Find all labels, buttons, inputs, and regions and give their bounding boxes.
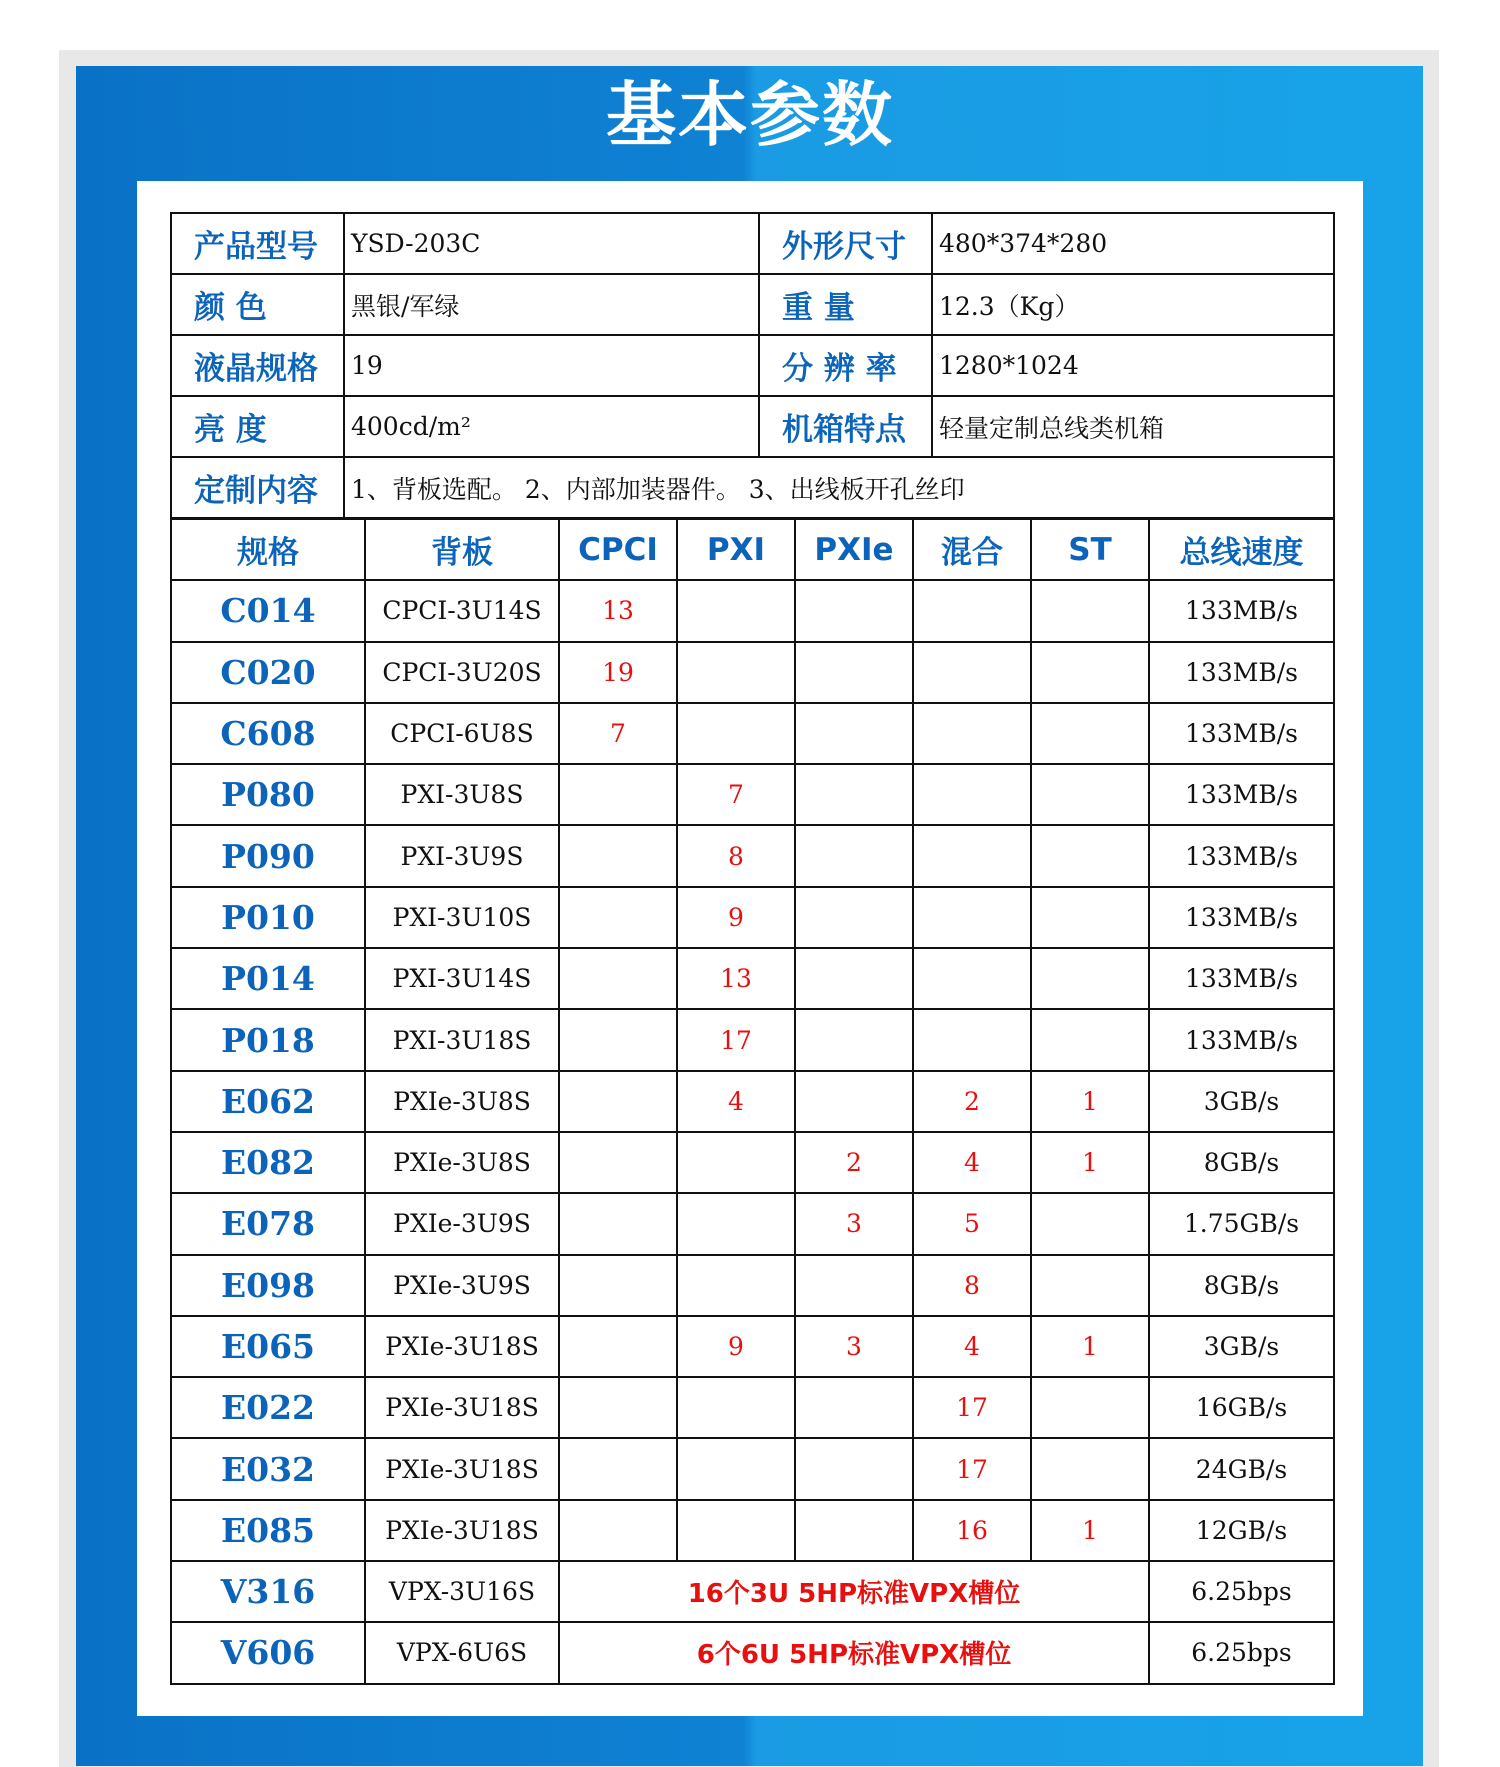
backplane-cell: PXIe-3U8S bbox=[365, 1071, 559, 1132]
table-row bbox=[171, 1377, 1334, 1438]
backplane-cell: CPCI-3U20S bbox=[365, 642, 559, 703]
st-slot-cell bbox=[1031, 642, 1149, 703]
model-cell: E098 bbox=[171, 1255, 365, 1316]
bus-speed-cell: 12GB/s bbox=[1149, 1500, 1334, 1561]
table-row bbox=[171, 703, 1334, 764]
custom-label: 定制内容 bbox=[171, 457, 344, 518]
pxi-slot-cell bbox=[677, 703, 795, 764]
pxie-slot-cell bbox=[795, 825, 913, 886]
bus-speed-cell: 133MB/s bbox=[1149, 1009, 1334, 1070]
pxi-slot-cell: 9 bbox=[677, 887, 795, 948]
backplane-cell: VPX-3U16S bbox=[365, 1561, 559, 1622]
cpci-slot-cell bbox=[559, 1132, 677, 1193]
info-label: 机箱特点 bbox=[759, 396, 932, 457]
model-cell: E065 bbox=[171, 1316, 365, 1377]
model-cell: C608 bbox=[171, 703, 365, 764]
pxie-slot-cell bbox=[795, 764, 913, 825]
bus-speed-cell: 3GB/s bbox=[1149, 1316, 1334, 1377]
mixed-slot-cell bbox=[913, 948, 1031, 1009]
backplane-cell: PXI-3U14S bbox=[365, 948, 559, 1009]
cpci-slot-cell bbox=[559, 1071, 677, 1132]
backplane-cell: VPX-6U6S bbox=[365, 1622, 559, 1683]
column-header: PXI bbox=[677, 519, 795, 580]
bus-speed-cell: 8GB/s bbox=[1149, 1132, 1334, 1193]
st-slot-cell bbox=[1031, 1377, 1149, 1438]
model-cell: C014 bbox=[171, 580, 365, 641]
table-row bbox=[171, 1009, 1334, 1070]
st-slot-cell: 1 bbox=[1031, 1500, 1149, 1561]
pxie-slot-cell bbox=[795, 1438, 913, 1499]
column-header: 混合 bbox=[913, 519, 1031, 580]
info-label: 亮 度 bbox=[171, 396, 344, 457]
mixed-slot-cell bbox=[913, 1009, 1031, 1070]
table-row bbox=[171, 580, 1334, 641]
pxi-slot-cell: 8 bbox=[677, 825, 795, 886]
bus-speed-cell: 133MB/s bbox=[1149, 887, 1334, 948]
info-label: 重 量 bbox=[759, 274, 932, 335]
mixed-slot-cell: 17 bbox=[913, 1438, 1031, 1499]
table-row-vpx bbox=[171, 1561, 1334, 1622]
info-table bbox=[170, 212, 1335, 519]
backplane-cell: PXIe-3U8S bbox=[365, 1132, 559, 1193]
pxie-slot-cell bbox=[795, 1009, 913, 1070]
mixed-slot-cell: 8 bbox=[913, 1255, 1031, 1316]
cpci-slot-cell: 13 bbox=[559, 580, 677, 641]
model-cell: E062 bbox=[171, 1071, 365, 1132]
mixed-slot-cell: 17 bbox=[913, 1377, 1031, 1438]
model-cell: P080 bbox=[171, 764, 365, 825]
pxi-slot-cell bbox=[677, 1255, 795, 1316]
st-slot-cell: 1 bbox=[1031, 1316, 1149, 1377]
cpci-slot-cell bbox=[559, 1438, 677, 1499]
cpci-slot-cell bbox=[559, 1316, 677, 1377]
info-row bbox=[171, 213, 1334, 274]
model-cell: E022 bbox=[171, 1377, 365, 1438]
info-label: 颜 色 bbox=[171, 274, 344, 335]
pxi-slot-cell bbox=[677, 642, 795, 703]
st-slot-cell: 1 bbox=[1031, 1071, 1149, 1132]
bus-speed-cell: 133MB/s bbox=[1149, 580, 1334, 641]
info-value: 1280*1024 bbox=[932, 335, 1334, 396]
model-cell: P010 bbox=[171, 887, 365, 948]
spec-grid-table bbox=[170, 518, 1335, 1685]
cpci-slot-cell bbox=[559, 1377, 677, 1438]
pxi-slot-cell bbox=[677, 1500, 795, 1561]
model-cell: P014 bbox=[171, 948, 365, 1009]
bus-speed-cell: 6.25bps bbox=[1149, 1622, 1334, 1683]
column-header: CPCI bbox=[559, 519, 677, 580]
pxie-slot-cell: 3 bbox=[795, 1316, 913, 1377]
info-value: 黑银/军绿 bbox=[344, 274, 759, 335]
info-value: YSD-203C bbox=[344, 213, 759, 274]
st-slot-cell bbox=[1031, 948, 1149, 1009]
column-header: ST bbox=[1031, 519, 1149, 580]
pxi-slot-cell: 9 bbox=[677, 1316, 795, 1377]
cpci-slot-cell bbox=[559, 825, 677, 886]
pxi-slot-cell bbox=[677, 1193, 795, 1254]
pxi-slot-cell bbox=[677, 1377, 795, 1438]
model-cell: V606 bbox=[171, 1622, 365, 1683]
column-header: PXIe bbox=[795, 519, 913, 580]
table-row bbox=[171, 1132, 1334, 1193]
mixed-slot-cell bbox=[913, 703, 1031, 764]
pxie-slot-cell: 3 bbox=[795, 1193, 913, 1254]
pxi-slot-cell bbox=[677, 1438, 795, 1499]
vpx-slot-note: 16个3U 5HP标准VPX槽位 bbox=[559, 1561, 1149, 1622]
backplane-cell: PXI-3U18S bbox=[365, 1009, 559, 1070]
backplane-cell: PXIe-3U18S bbox=[365, 1377, 559, 1438]
st-slot-cell bbox=[1031, 1255, 1149, 1316]
pxie-slot-cell bbox=[795, 1071, 913, 1132]
model-cell: E032 bbox=[171, 1438, 365, 1499]
backplane-cell: PXI-3U9S bbox=[365, 825, 559, 886]
cpci-slot-cell bbox=[559, 887, 677, 948]
backplane-cell: PXIe-3U18S bbox=[365, 1438, 559, 1499]
bus-speed-cell: 133MB/s bbox=[1149, 948, 1334, 1009]
pxie-slot-cell bbox=[795, 703, 913, 764]
table-row bbox=[171, 764, 1334, 825]
bus-speed-cell: 133MB/s bbox=[1149, 825, 1334, 886]
mixed-slot-cell bbox=[913, 580, 1031, 641]
info-value: 19 bbox=[344, 335, 759, 396]
pxie-slot-cell bbox=[795, 887, 913, 948]
bus-speed-cell: 133MB/s bbox=[1149, 764, 1334, 825]
st-slot-cell bbox=[1031, 703, 1149, 764]
mixed-slot-cell: 4 bbox=[913, 1316, 1031, 1377]
column-header: 规格 bbox=[171, 519, 365, 580]
table-row bbox=[171, 1255, 1334, 1316]
column-header: 总线速度 bbox=[1149, 519, 1334, 580]
backplane-cell: PXI-3U8S bbox=[365, 764, 559, 825]
backplane-cell: PXI-3U10S bbox=[365, 887, 559, 948]
table-row bbox=[171, 1438, 1334, 1499]
info-label: 产品型号 bbox=[171, 213, 344, 274]
backplane-cell: PXIe-3U9S bbox=[365, 1255, 559, 1316]
pxi-slot-cell bbox=[677, 1132, 795, 1193]
bus-speed-cell: 8GB/s bbox=[1149, 1255, 1334, 1316]
st-slot-cell bbox=[1031, 580, 1149, 641]
pxie-slot-cell bbox=[795, 1500, 913, 1561]
table-row bbox=[171, 887, 1334, 948]
table-row bbox=[171, 825, 1334, 886]
mixed-slot-cell: 2 bbox=[913, 1071, 1031, 1132]
backplane-cell: PXIe-3U18S bbox=[365, 1500, 559, 1561]
table-row bbox=[171, 1193, 1334, 1254]
bus-speed-cell: 133MB/s bbox=[1149, 642, 1334, 703]
info-label: 外形尺寸 bbox=[759, 213, 932, 274]
info-value: 400cd/m² bbox=[344, 396, 759, 457]
st-slot-cell bbox=[1031, 1438, 1149, 1499]
model-cell: V316 bbox=[171, 1561, 365, 1622]
backplane-cell: PXIe-3U9S bbox=[365, 1193, 559, 1254]
mixed-slot-cell bbox=[913, 825, 1031, 886]
table-row bbox=[171, 1071, 1334, 1132]
info-value: 轻量定制总线类机箱 bbox=[932, 396, 1334, 457]
bus-speed-cell: 3GB/s bbox=[1149, 1071, 1334, 1132]
model-cell: E082 bbox=[171, 1132, 365, 1193]
cpci-slot-cell bbox=[559, 1009, 677, 1070]
bus-speed-cell: 1.75GB/s bbox=[1149, 1193, 1334, 1254]
backplane-cell: CPCI-3U14S bbox=[365, 580, 559, 641]
cpci-slot-cell: 19 bbox=[559, 642, 677, 703]
st-slot-cell bbox=[1031, 764, 1149, 825]
cpci-slot-cell bbox=[559, 948, 677, 1009]
cpci-slot-cell: 7 bbox=[559, 703, 677, 764]
pxi-slot-cell: 17 bbox=[677, 1009, 795, 1070]
info-row bbox=[171, 335, 1334, 396]
cpci-slot-cell bbox=[559, 1193, 677, 1254]
table-row bbox=[171, 1316, 1334, 1377]
backplane-cell: PXIe-3U18S bbox=[365, 1316, 559, 1377]
custom-value: 1、背板选配。 2、内部加装器件。 3、出线板开孔丝印 bbox=[344, 457, 1334, 518]
bus-speed-cell: 16GB/s bbox=[1149, 1377, 1334, 1438]
pxie-slot-cell bbox=[795, 1255, 913, 1316]
pxi-slot-cell: 4 bbox=[677, 1071, 795, 1132]
mixed-slot-cell: 5 bbox=[913, 1193, 1031, 1254]
model-cell: P090 bbox=[171, 825, 365, 886]
info-row-custom bbox=[171, 457, 1334, 518]
mixed-slot-cell: 4 bbox=[913, 1132, 1031, 1193]
table-row-vpx bbox=[171, 1622, 1334, 1683]
st-slot-cell: 1 bbox=[1031, 1132, 1149, 1193]
model-cell: E085 bbox=[171, 1500, 365, 1561]
pxi-slot-cell: 13 bbox=[677, 948, 795, 1009]
column-header: 背板 bbox=[365, 519, 559, 580]
info-row bbox=[171, 396, 1334, 457]
info-label: 分 辨 率 bbox=[759, 335, 932, 396]
pxie-slot-cell bbox=[795, 948, 913, 1009]
bus-speed-cell: 24GB/s bbox=[1149, 1438, 1334, 1499]
info-value: 480*374*280 bbox=[932, 213, 1334, 274]
model-cell: E078 bbox=[171, 1193, 365, 1254]
cpci-slot-cell bbox=[559, 1500, 677, 1561]
cpci-slot-cell bbox=[559, 764, 677, 825]
bus-speed-cell: 133MB/s bbox=[1149, 703, 1334, 764]
info-value: 12.3（Kg） bbox=[932, 274, 1334, 335]
table-row bbox=[171, 1500, 1334, 1561]
st-slot-cell bbox=[1031, 887, 1149, 948]
pxi-slot-cell: 7 bbox=[677, 764, 795, 825]
table-row bbox=[171, 948, 1334, 1009]
cpci-slot-cell bbox=[559, 1255, 677, 1316]
info-row bbox=[171, 274, 1334, 335]
mixed-slot-cell bbox=[913, 887, 1031, 948]
grid-header-row bbox=[171, 519, 1334, 580]
bus-speed-cell: 6.25bps bbox=[1149, 1561, 1334, 1622]
model-cell: P018 bbox=[171, 1009, 365, 1070]
info-label: 液晶规格 bbox=[171, 335, 344, 396]
model-cell: C020 bbox=[171, 642, 365, 703]
pxie-slot-cell bbox=[795, 580, 913, 641]
mixed-slot-cell: 16 bbox=[913, 1500, 1031, 1561]
table-row bbox=[171, 642, 1334, 703]
page-title: 基本参数 bbox=[606, 73, 894, 156]
backplane-cell: CPCI-6U8S bbox=[365, 703, 559, 764]
mixed-slot-cell bbox=[913, 764, 1031, 825]
pxie-slot-cell: 2 bbox=[795, 1132, 913, 1193]
vpx-slot-note: 6个6U 5HP标准VPX槽位 bbox=[559, 1622, 1149, 1683]
pxie-slot-cell bbox=[795, 1377, 913, 1438]
pxie-slot-cell bbox=[795, 642, 913, 703]
pxi-slot-cell bbox=[677, 580, 795, 641]
st-slot-cell bbox=[1031, 825, 1149, 886]
st-slot-cell bbox=[1031, 1009, 1149, 1070]
st-slot-cell bbox=[1031, 1193, 1149, 1254]
mixed-slot-cell bbox=[913, 642, 1031, 703]
